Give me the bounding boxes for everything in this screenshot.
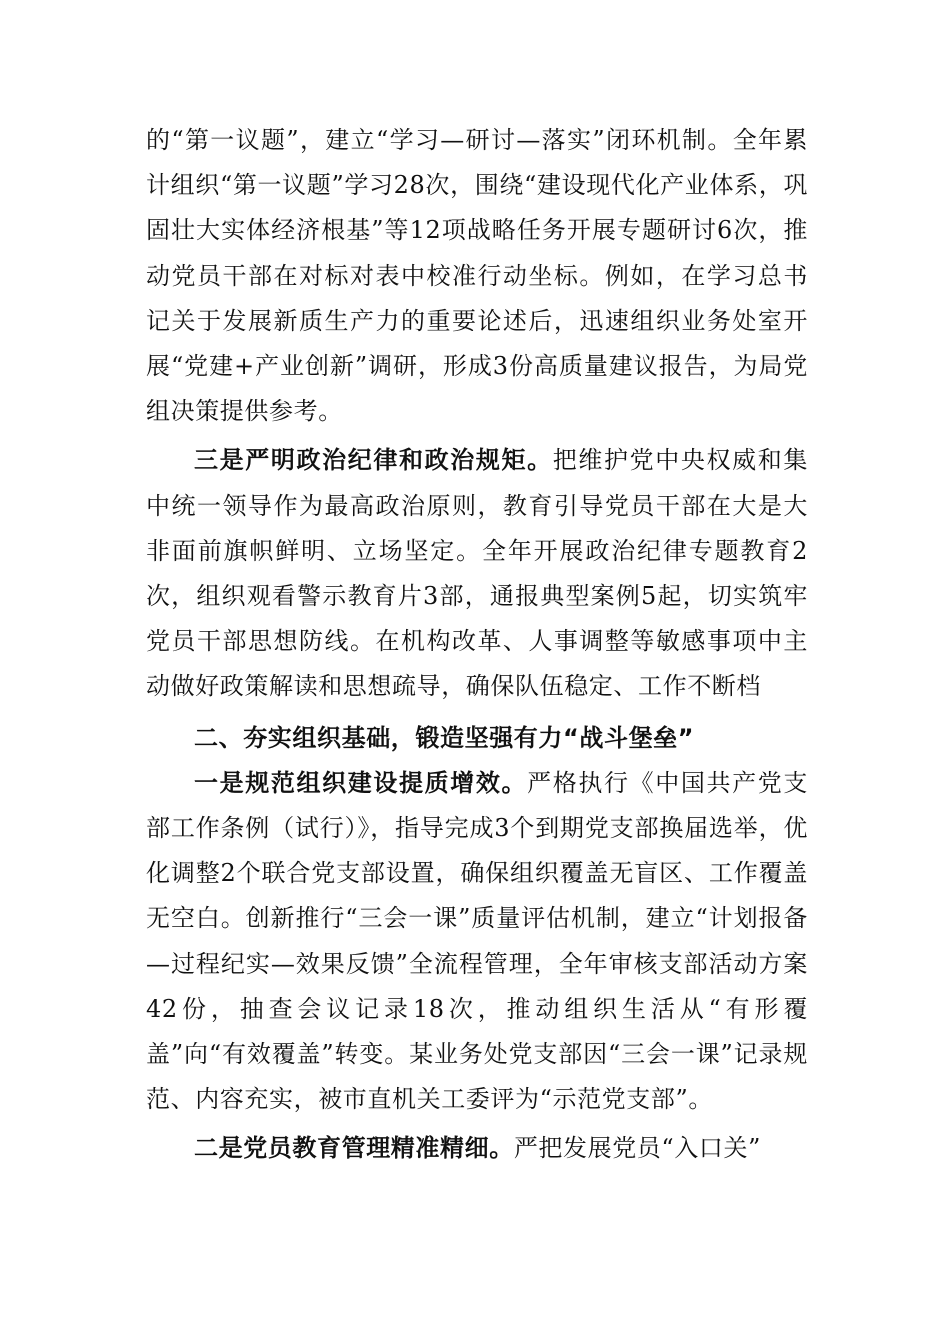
paragraph-lead: 一是规范组织建设提质增效。 (194, 768, 528, 797)
paragraph-text: 把维护党中央权威和集中统一领导作为最高政治原则，教育引导党员干部在大是大非面前旗帜鲜明、立场坚定。全年开展政治纪律专题教育2次，组织观看警示教育片3部，通报典型案例5起，切实筑牢党员干部思想防线。在机构改革、人事调整等敏感事项中主动做好政策解读和思想疏导，确保队伍稳定、工作不断档 (146, 446, 808, 701)
paragraph-text: 严格执行《中国共产党支部工作条例（试行）》，指导完成3个到期党支部换届选举，优化调整2个联合党支部设置，确保组织覆盖无盲区、工作覆盖无空白。创新推行“三会一课”质量评估机制，建立“计划报备—过程纪实—效果反馈”全流程管理，全年审核支部活动方案42份，抽查会议记录18次，推动组织生活从“有形覆盖”向“有效覆盖”转变。某业务处党支部因“三会一课”记录规范、内容充实，被市直机关工委评为“示范党支部”。 (146, 768, 808, 1114)
document-body (146, 118, 808, 1172)
paragraph-lead: 二是党员教育管理精准精细。 (194, 1134, 514, 1163)
paragraph-text: 严把发展党员“入口关” (513, 1134, 761, 1163)
paragraph-organization-building (146, 761, 808, 1123)
section-heading: 二、夯实组织基础，锻造坚强有力“战斗堡垒” (194, 723, 695, 752)
paragraph-member-education (146, 1126, 808, 1171)
paragraph-lead: 三是严明政治纪律和政治规矩。 (194, 446, 553, 475)
paragraph-continued: 的“第一议题”，建立“学习—研讨—落实”闭环机制。全年累计组织“第一议题”学习28次，围绕“建设现代化产业体系，巩固壮大实体经济根基”等12项战略任务开展专题研讨6次，推动党员干部在对标对表中校准行动坐标。例如，在学习总书记关于发展新质生产力的重要论述后，迅速组织业务处室开展“党建+产业创新”调研，形成3份高质量建议报告，为局党组决策提供参考。 (146, 126, 808, 426)
paragraph-political-discipline (146, 438, 808, 709)
